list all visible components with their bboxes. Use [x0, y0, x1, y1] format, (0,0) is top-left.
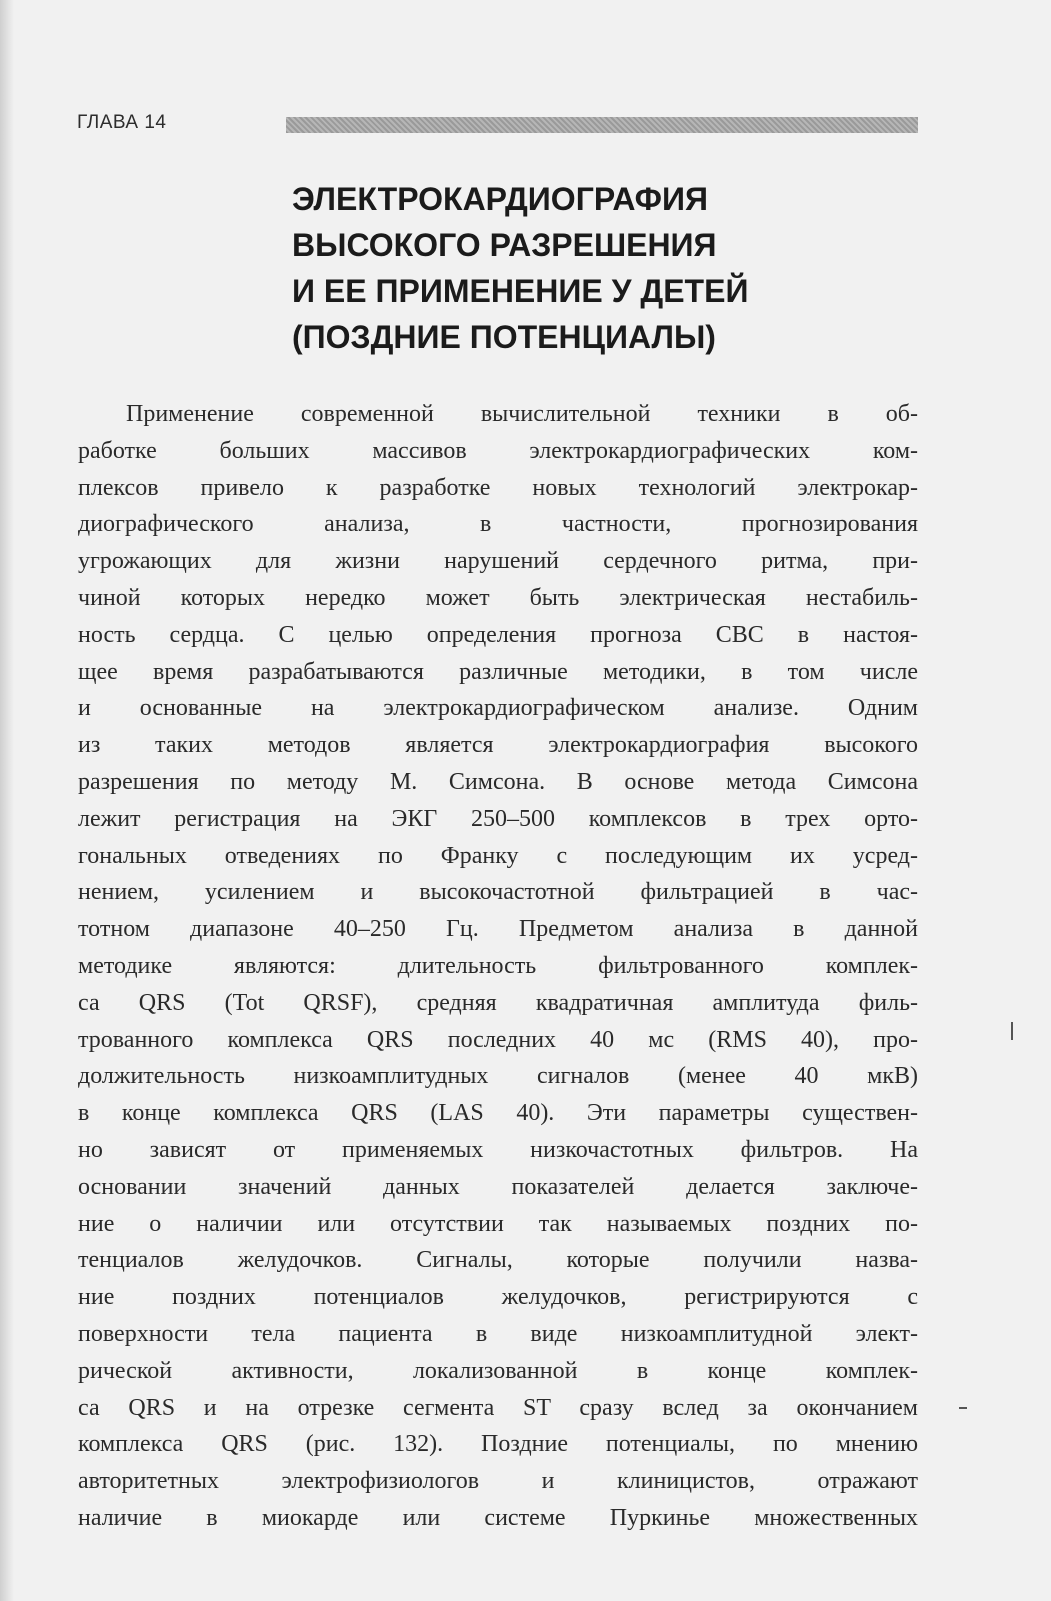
chapter-header-bar: [286, 117, 918, 133]
title-line: И ЕЕ ПРИМЕНЕНИЕ У ДЕТЕЙ: [292, 273, 749, 309]
title-line: ВЫСОКОГО РАЗРЕШЕНИЯ: [292, 227, 717, 263]
binding-shadow: [0, 0, 14, 1601]
text-line: чиной которых нередко может быть электрическая нестабиль-: [78, 584, 918, 611]
text-line: тенциалов желудочков. Сигналы, которые получили назва-: [78, 1247, 918, 1274]
text-line: из таких методов является электрокардиография высокого: [78, 732, 918, 759]
margin-mark: [1011, 1022, 1013, 1040]
text-line: работке больших массивов электрокардиографических ком-: [78, 437, 918, 464]
text-line: ние о наличии или отсутствии так называемых поздних по-: [78, 1210, 918, 1237]
text-line: Применение современной вычислительной техники в об-: [126, 401, 918, 427]
text-line: трованного комплекса QRS последних 40 мс (RMS 40), про-: [78, 1026, 918, 1053]
text-line: ние поздних потенциалов желудочков, регистрируются с: [78, 1284, 918, 1311]
text-line: наличие в миокарде или системе Пуркинье множественных: [78, 1504, 918, 1531]
title-line: ЭЛЕКТРОКАРДИОГРАФИЯ: [292, 181, 708, 217]
text-line: лежит регистрация на ЭКГ 250–500 комплексов в трех орто-: [78, 805, 918, 832]
text-line: разрешения по методу М. Симсона. В основе метода Симсона: [78, 768, 918, 795]
text-line: поверхности тела пациента в виде низкоамплитудной элект-: [78, 1320, 918, 1347]
text-line: рической активности, локализованной в конце комплек-: [78, 1357, 918, 1384]
text-line: са QRS и на отрезке сегмента ST сразу вслед за окончанием: [78, 1394, 918, 1421]
text-line: в конце комплекса QRS (LAS 40). Эти параметры существен-: [78, 1100, 918, 1127]
text-line: угрожающих для жизни нарушений сердечного ритма, при-: [78, 548, 918, 575]
text-line: и основанные на электрокардиографическом анализе. Одним: [78, 695, 918, 722]
text-line: плексов привело к разработке новых технологий электрокар-: [78, 474, 918, 501]
chapter-label: ГЛАВА 14: [77, 112, 167, 133]
text-line: щее время разрабатываются различные методики, в том числе: [78, 658, 918, 685]
text-line: но зависят от применяемых низкочастотных фильтров. На: [78, 1136, 918, 1163]
text-line: гональных отведениях по Франку с последующим их усред-: [78, 842, 918, 869]
text-line: основании значений данных показателей делается заключе-: [78, 1173, 918, 1200]
text-line: ность сердца. С целью определения прогноза СВС в настоя-: [78, 621, 918, 648]
text-line: са QRS (Tot QRSF), средняя квадратичная амплитуда филь-: [78, 989, 918, 1016]
chapter-title: [292, 176, 892, 360]
text-line: должительность низкоамплитудных сигналов (менее 40 мкВ): [78, 1063, 918, 1090]
text-line: комплекса QRS (рис. 132). Поздние потенциалы, по мнению: [78, 1431, 918, 1458]
text-line: диографического анализа, в частности, прогнозирования: [78, 511, 918, 538]
body-paragraph: [78, 396, 918, 1537]
text-line: нением, усилением и высокочастотной фильтрацией в час-: [78, 879, 918, 906]
text-line: авторитетных электрофизиологов и клиницистов, отражают: [78, 1468, 918, 1495]
text-line: тотном диапазоне 40–250 Гц. Предметом анализа в данной: [78, 916, 918, 943]
margin-mark: [959, 1407, 967, 1409]
title-line: (ПОЗДНИЕ ПОТЕНЦИАЛЫ): [292, 319, 716, 355]
text-line: методике являются: длительность фильтрованного комплек-: [78, 952, 918, 979]
